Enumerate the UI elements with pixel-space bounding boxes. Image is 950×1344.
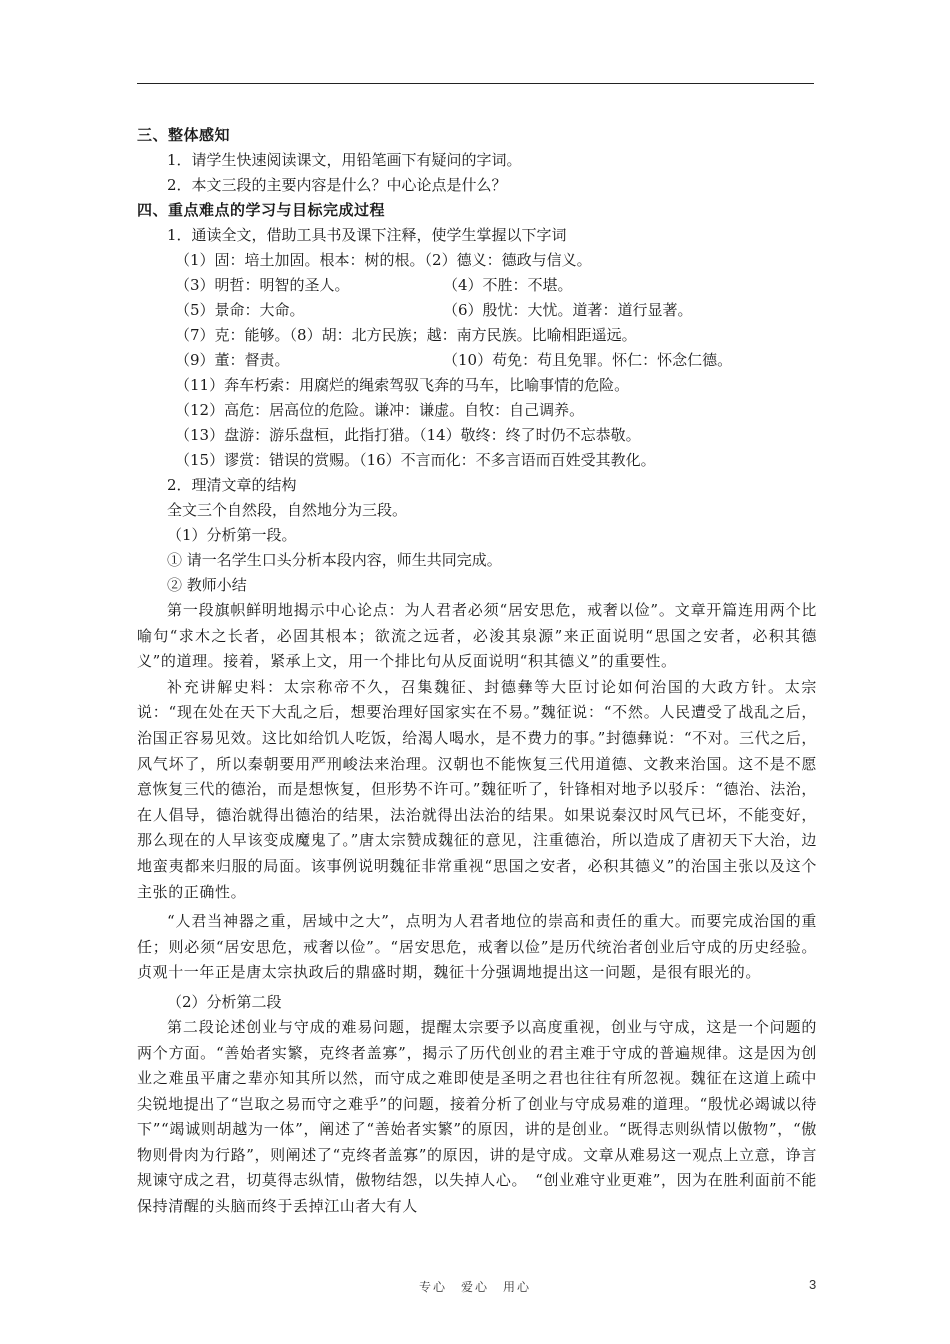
- vocab-entry-second: （6）殷忧：大忧。道著：道行显著。: [443, 301, 693, 319]
- vocab-entry: （15）谬赏：错误的赏赐。（16）不言而化：不多言语而百姓受其教化。: [175, 451, 656, 469]
- paragraph-history: 补充讲解史料：太宗称帝不久，召集魏征、封德彝等大臣讨论如何治国的大政方针。太宗说：“现在处在天下大乱之后，想要治理好国家实在不易。”魏征说：“不然。人民遭受了战乱之后，治国正容易见效。这比如给饥人吃饭，给渴人喝水，是不费力的事。”封德彝说：“不对。三代之后，风气坏了，所以秦朝要用严刑峻法来治理。汉朝也不能恢复三代用道德、文教来治国。这不是不愿意恢复三代的德治，而是想恢复，但形势不许可。”魏征听了，针锋相对地予以驳斥：“德治、法治，在人倡导，德治就得出德治的结果，法治就得出法治的结果。如果说秦汉时风气已坏，不能变好，那么现在的人早该变成魔鬼了。”唐太宗赞成魏征的意见，注重德治，所以造成了唐初天下大治，边地蛮夷都来归服的局面。该事例说明魏征非常重视“思国之安者，必积其德义”的治国主张以及这个主张的正确性。: [137, 677, 817, 901]
- vocab-entry: （1）固：培土加固。根本：树的根。（2）德义：德政与信义。: [175, 251, 592, 269]
- section-3-item-1: 1．请学生快速阅读课文，用铅笔画下有疑问的字词。: [167, 151, 522, 169]
- section-4-heading: 四、重点难点的学习与目标完成过程: [137, 201, 386, 219]
- paragraph-part-2: 第二段论述创业与守成的难易问题，提醒太宗要予以高度重视，创业与守成，这是一个问题的两个方面。“善始者实繁，克终者盖寡”，揭示了历代创业的君主难于守成的普遍规律。这是因为创业之难虽平庸之辈亦知其所以然，而守成之难即使是圣明之君也往往有所忽视。魏征在这道上疏中尖锐地提出了“岂取之易而守之难乎”的问题，接着分析了创业与守成易难的道理。“殷忧必竭诚以待下”“竭诚则胡越为一体”，阐述了“善始者实繁”的原因，讲的是创业。“既得志则纵情以傲物”，“傲物则骨肉为行路”，则阐述了“克终者盖寡”的原因，讲的是守成。文章从难易这一观点上立意，诤言规谏守成之君，切莫得志纵情，傲物结怨，以失掉人心。 “创业难守业更难”，因为在胜利面前不能保持清醒的头脑而终于丢掉江山者大有人: [137, 1017, 818, 1216]
- vocab-entry: （5）景命：大命。: [175, 301, 305, 319]
- vocab-entry: （3）明哲：明智的圣人。: [175, 276, 350, 294]
- vocab-entry: （13）盘游：游乐盘桓，此指打猎。（14）敬终：终了时仍不忘恭敬。: [175, 426, 641, 444]
- document-body: [137, 123, 817, 1220]
- structure-line-3: ① 请一名学生口头分析本段内容，师生共同完成。: [167, 551, 502, 569]
- vocab-entry-second: （4）不胜：不堪。: [443, 276, 573, 294]
- vocab-row: [137, 423, 817, 448]
- structure-line-1: 全文三个自然段，自然地分为三段。: [167, 501, 408, 519]
- step-1-text: 1．通读全文，借助工具书及课下注释，使学生掌握以下字词: [167, 226, 567, 244]
- paragraph-summary-1: 第一段旗帜鲜明地揭示中心论点：为人君者必须“居安思危，戒奢以俭”。文章开篇连用两个比喻句“求木之长者，必固其根本；欲流之远者，必浚其泉源”来正面说明“思国之安者，必积其德义”的道理。接着，紧承上文，用一个排比句从反面说明“积其德义”的重要性。: [137, 601, 817, 671]
- vocab-row: [137, 323, 817, 348]
- paragraph-ruler-duty: “人君当神器之重，居域中之大”，点明为人君者地位的崇高和责任的重大。而要完成治国的重任；则必须“居安思危，戒奢以俭”。“居安思危，戒奢以俭”是历代统治者创业后守成的历史经验。贞观十一年正是唐太宗执政后的鼎盛时期，魏征十分强调地提出这一问题，是很有眼光的。: [137, 912, 817, 982]
- vocab-entry: （12）高危：居高位的危险。谦冲：谦虚。自牧：自己调养。: [175, 401, 585, 419]
- page-number: 3: [809, 1277, 817, 1292]
- vocab-row: [137, 298, 817, 323]
- part-2-label: （2）分析第二段: [167, 992, 282, 1011]
- step-2-text: 2．理清文章的结构: [167, 476, 297, 494]
- vocab-list: [137, 248, 817, 473]
- section-3-item-2: 2．本文三段的主要内容是什么？中心论点是什么？: [167, 176, 507, 194]
- structure-line-2: （1）分析第一段。: [167, 526, 297, 544]
- vocab-entry-second: （10）苟免：苟且免罪。怀仁：怀念仁德。: [443, 351, 733, 369]
- vocab-entry: （9）董：督责。: [175, 351, 290, 369]
- page-footer: 专心 爱心 用心: [418, 1280, 531, 1294]
- vocab-row: [137, 448, 817, 473]
- header-rule: [137, 83, 814, 84]
- vocab-entry: （11）奔车朽索：用腐烂的绳索驾驭飞奔的马车，比喻事情的危险。: [175, 376, 630, 394]
- vocab-row: [137, 398, 817, 423]
- section-3-heading: 三、整体感知: [137, 126, 231, 144]
- vocab-row: [137, 273, 817, 298]
- vocab-row: [137, 248, 817, 273]
- structure-line-4: ② 教师小结: [167, 576, 247, 594]
- vocab-row: [137, 373, 817, 398]
- vocab-entry: （7）克：能够。（8）胡：北方民族；越：南方民族。比喻相距遥远。: [175, 326, 637, 344]
- vocab-row: [137, 348, 817, 373]
